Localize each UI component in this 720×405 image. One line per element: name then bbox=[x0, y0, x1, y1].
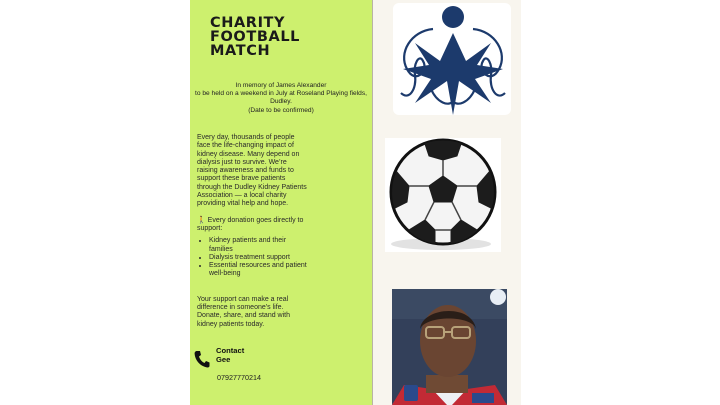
intro-town: Dudley. bbox=[270, 98, 292, 106]
list-item: • Essential resources and patient well-being bbox=[209, 262, 307, 279]
info-panel bbox=[190, 0, 372, 405]
phone-icon bbox=[194, 350, 210, 368]
intro-memorial: In memory of James Alexander bbox=[235, 82, 327, 89]
small-person-icon: 🚶 bbox=[197, 216, 208, 224]
intro-date-note: (Date to be confirmed) bbox=[248, 106, 314, 114]
phone-number[interactable]: 07927770214 bbox=[217, 373, 261, 382]
list-item: • Kidney patients and their families bbox=[209, 237, 307, 254]
support-text: Your support can make a real difference in someone’s life. Donate, share, and stand with kidney patients today. bbox=[197, 295, 291, 328]
appeal-text bbox=[197, 134, 307, 329]
donation-intro-text: Every donation goes directly to support: bbox=[197, 216, 304, 232]
poster-title bbox=[210, 16, 300, 58]
contact-label-line-1: Contact bbox=[216, 346, 245, 355]
appeal-paragraph: Every day, thousands of people face the life-changing impact of kidney disease. Many depend on dialysis just to survive. We’re raising awareness and funds to support these brave patients through the Dudley Kidney Patients Association — a local charity providing vital help and hope. bbox=[197, 134, 307, 208]
contact-name: Gee bbox=[216, 354, 231, 364]
title-line-3: MATCH bbox=[210, 43, 271, 59]
donation-intro bbox=[197, 217, 307, 234]
contact-label bbox=[216, 347, 244, 364]
football-image bbox=[385, 138, 501, 252]
list-item: • Dialysis treatment support bbox=[209, 254, 307, 262]
memorial-photo bbox=[392, 289, 507, 405]
poster-page bbox=[190, 0, 521, 405]
event-intro bbox=[190, 82, 372, 115]
title-line-1: CHARITY bbox=[210, 15, 286, 31]
title-line-2: FOOTBALL bbox=[210, 29, 301, 45]
charity-logo-image bbox=[393, 3, 511, 115]
donation-list bbox=[197, 237, 307, 278]
intro-venue: to be held on a weekend in July at Roseland Playing fields, bbox=[195, 90, 367, 98]
